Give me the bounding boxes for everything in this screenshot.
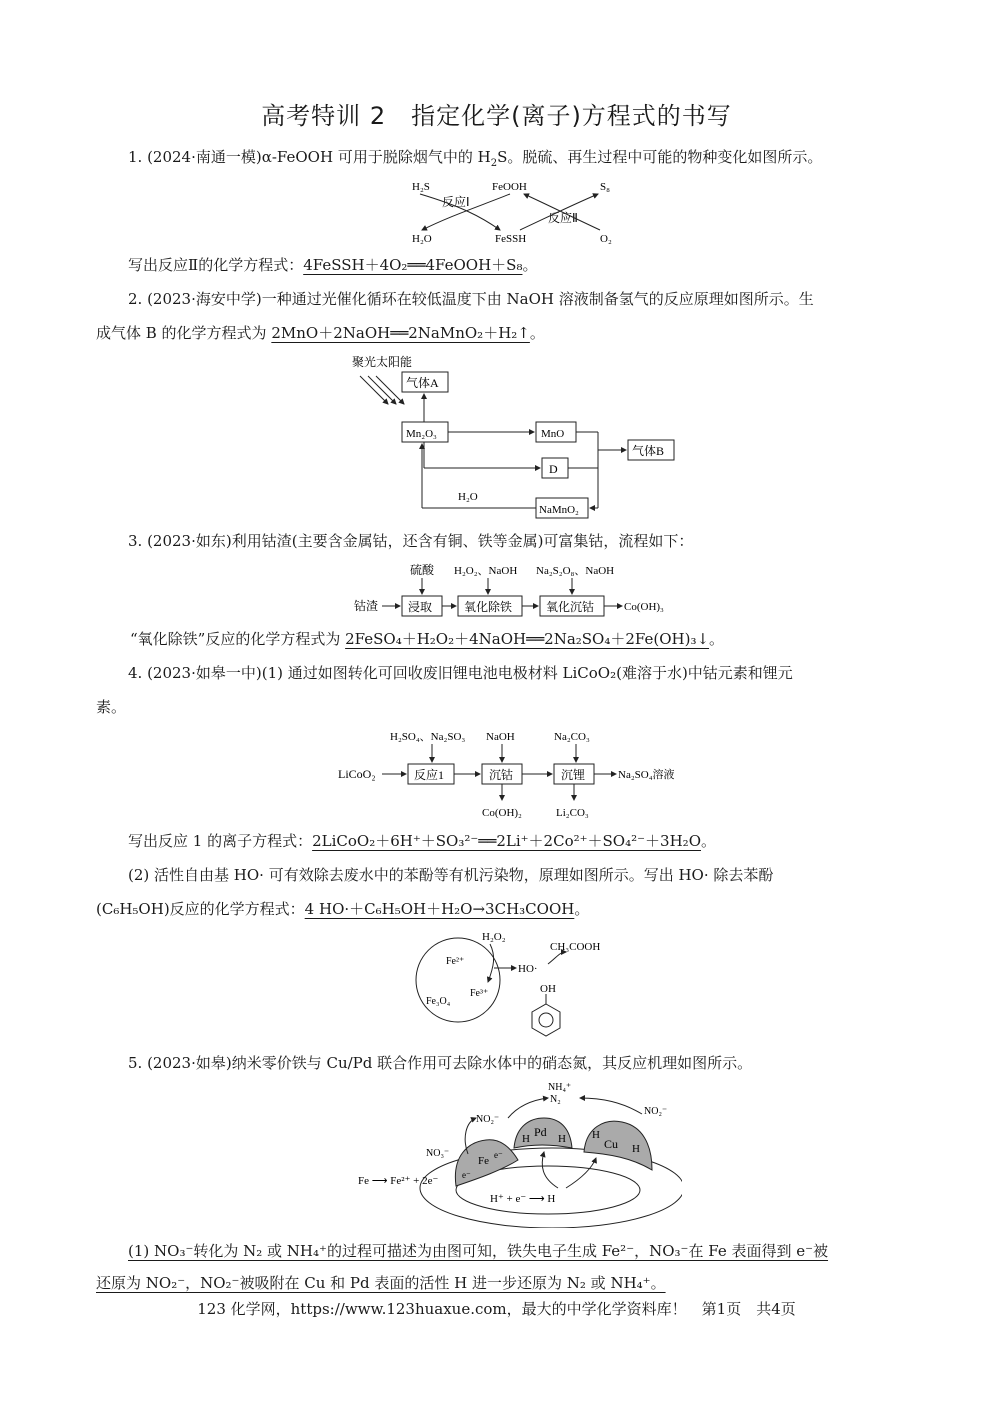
q5-h-4: H xyxy=(632,1143,640,1155)
q2-d: D xyxy=(549,462,558,476)
q4-oh: OH xyxy=(540,983,556,995)
q2-mno: MnO xyxy=(541,428,565,440)
q2-stem-line1: 2. (2023·海安中学)一种通过光催化循环在较低温度下由 NaOH 溶液制备氢气的反应原理如图所示。生 xyxy=(128,290,814,308)
q4-step3: 沉锂 xyxy=(561,768,586,782)
q5-n2: N₂ xyxy=(550,1094,561,1105)
q5-h-equation: H⁺ + e⁻ ⟶ H xyxy=(490,1193,556,1205)
q4-fe3o4: Fe₃O₄ xyxy=(426,996,451,1007)
page-title: 高考特训 2 指定化学(离子)方程式的书写 xyxy=(261,102,732,130)
q5-answer-line1: (1) NO₃⁻转化为 N₂ 或 NH₄⁺的过程可描述为由图可知，铁失电子生成 Fe²⁻，NO₃⁻在 Fe 表面得到 e⁻被 xyxy=(128,1242,829,1260)
q4-stem-line2: 素。 xyxy=(96,698,127,716)
q2-gas-a: 气体A xyxy=(406,376,439,390)
q3-step2: 氧化除铁 xyxy=(464,600,513,614)
q3-step3: 氧化沉钴 xyxy=(546,600,595,614)
q4-fe3: Fe³⁺ xyxy=(470,988,489,999)
q4-start: LiCoO₂ xyxy=(338,767,376,781)
q4-part2-line2: (C₆H₅OH)反应的化学方程式：4 HO·＋C₆H₅OH＋H₂O→3CH₃COOH。 xyxy=(96,900,590,918)
q4-ho: HO· xyxy=(518,963,538,975)
q3-flow xyxy=(350,560,690,620)
q1-h2s: H₂S xyxy=(412,181,430,193)
q2-mn2o3: Mn₂O₃ xyxy=(406,428,437,440)
q5-cu: Cu xyxy=(604,1137,619,1151)
q5-fe: Fe xyxy=(478,1155,489,1167)
q3-reagent2: H₂O₂、NaOH xyxy=(454,565,518,577)
q3-answer: 2FeSO₄＋H₂O₂＋4NaOH══2Na₂SO₄＋2Fe(OH)₃↓ xyxy=(345,630,710,648)
q4-ch3cooh: CH₃COOH xyxy=(550,941,601,953)
q1-diagram xyxy=(400,176,630,246)
q3-step1: 浸取 xyxy=(408,600,433,614)
q3-reagent3: Na₂S₂O₈、NaOH xyxy=(536,565,615,577)
benzene-ring-icon xyxy=(532,1004,560,1036)
q4-diagram xyxy=(410,926,620,1042)
q4-stem-line1: 4. (2023·如皋一中)(1) 通过如图转化可回收废旧锂电池电极材料 LiCoO₂(难溶于水)中钴元素和锂元 xyxy=(128,664,793,682)
q4-flow xyxy=(336,726,706,822)
q4-reagent2: NaOH xyxy=(486,731,515,743)
q4-answer1-line: 写出反应 1 的离子方程式：2LiCoO₂＋6H⁺＋SO₃²⁻══2Li⁺＋2Co²⁺＋SO₄²⁻＋3H₂O。 xyxy=(128,832,717,850)
q3-end: Co(OH)₃ xyxy=(624,601,664,613)
q5-e-2: e⁻ xyxy=(462,1170,471,1180)
q5-h-2: H xyxy=(558,1133,566,1145)
q5-nh4: NH₄⁺ xyxy=(548,1082,572,1093)
q4-out2: Co(OH)₂ xyxy=(482,807,522,819)
q4-fe2: Fe²⁺ xyxy=(446,956,465,967)
page-footer: 123 化学网，https://www.123huaxue.com，最大的中学化学资料库！ 第1页 共4页 xyxy=(197,1300,796,1318)
q1-h2o: H₂O xyxy=(412,233,432,245)
q1-answer: 4FeSSH＋4O₂══4FeOOH＋S₈ xyxy=(303,256,523,274)
q2-sunlight: 聚光太阳能 xyxy=(352,355,413,369)
q4-answer2: 4 HO·＋C₆H₅OH＋H₂O→3CH₃COOH xyxy=(304,900,575,918)
q4-step1: 反应1 xyxy=(414,768,445,782)
q5-pd: Pd xyxy=(534,1125,547,1139)
q2-namno2: NaMnO₂ xyxy=(539,504,579,516)
q1-answer-line: 写出反应Ⅱ的化学方程式：4FeSSH＋4O₂══4FeOOH＋S₈。 xyxy=(128,256,538,274)
q5-no3: NO₃⁻ xyxy=(426,1148,450,1159)
q4-step2: 沉钴 xyxy=(489,768,514,782)
q1-stem: 1. (2024·南通一模)α-FeOOH 可用于脱除烟气中的 $H_2S$。脱硫、再生过程中可能的物种变化如图所示。 xyxy=(128,148,823,169)
q4-answer1: 2LiCoO₂＋6H⁺＋SO₃²⁻══2Li⁺＋2Co²⁺＋SO₄²⁻＋3H₂O xyxy=(312,832,701,850)
q4-out3: Li₂CO₃ xyxy=(556,807,589,819)
q5-no2-left: NO₂⁻ xyxy=(476,1114,500,1125)
q2-answer: 2MnO＋2NaOH══2NaMnO₂＋H₂↑ xyxy=(271,324,530,342)
q1-reaction-1: 反应Ⅰ xyxy=(442,195,470,209)
q2-gas-b: 气体B xyxy=(632,444,665,458)
q1-fessh: FeSSH xyxy=(495,233,527,245)
q3-stem: 3. (2023·如东)利用钴渣(主要含金属钴，还含有铜、铁等金属)可富集钴，流程如下： xyxy=(128,532,694,550)
q1-feooh: FeOOH xyxy=(492,181,527,193)
q4-part2-line1: (2) 活性自由基 HO· 可有效除去废水中的苯酚等有机污染物，原理如图所示。写出 HO· 除去苯酚 xyxy=(128,866,774,884)
q5-h-3: H xyxy=(592,1129,600,1141)
q2-diagram xyxy=(340,352,680,524)
q3-acid: 硫酸 xyxy=(410,563,435,577)
q5-no2-right: NO₂⁻ xyxy=(644,1106,668,1117)
q4-reagent1: H₂SO₄、Na₂SO₃ xyxy=(390,731,466,743)
q3-answer-line: “氧化除铁”反应的化学方程式为 2FeSO₄＋H₂O₂＋4NaOH══2Na₂SO₄＋2Fe(OH)₃↓。 xyxy=(130,630,725,648)
q3-start: 钴渣 xyxy=(354,599,379,613)
q4-end: Na₂SO₄溶液 xyxy=(618,769,675,781)
q1-reaction-2: 反应Ⅱ xyxy=(548,211,578,225)
q5-fe-equation: Fe ⟶ Fe²⁺ + 2e⁻ xyxy=(358,1175,439,1187)
q4-h2o2: H₂O₂ xyxy=(482,931,506,943)
q2-stem-line2: 成气体 B 的化学方程式为 2MnO＋2NaOH══2NaMnO₂＋H₂↑。 xyxy=(96,324,545,342)
q5-stem: 5. (2023·如皋)纳米零价铁与 Cu/Pd 联合作用可去除水体中的硝态氮，其反应机理如图所示。 xyxy=(128,1054,753,1072)
q5-diagram xyxy=(352,1078,682,1228)
q4-reagent3: Na₂CO₃ xyxy=(554,731,590,743)
q2-h2o: H₂O xyxy=(458,491,478,503)
q5-h-1: H xyxy=(522,1133,530,1145)
q1-o2: O₂ xyxy=(600,233,612,245)
q5-e-1: e⁻ xyxy=(494,1150,503,1160)
q1-s8: S₈ xyxy=(600,181,610,193)
q5-answer-line2: 还原为 NO₂⁻，NO₂⁻被吸附在 Cu 和 Pd 表面的活性 H 进一步还原为 N₂ 或 NH₄⁺。 xyxy=(96,1274,666,1292)
